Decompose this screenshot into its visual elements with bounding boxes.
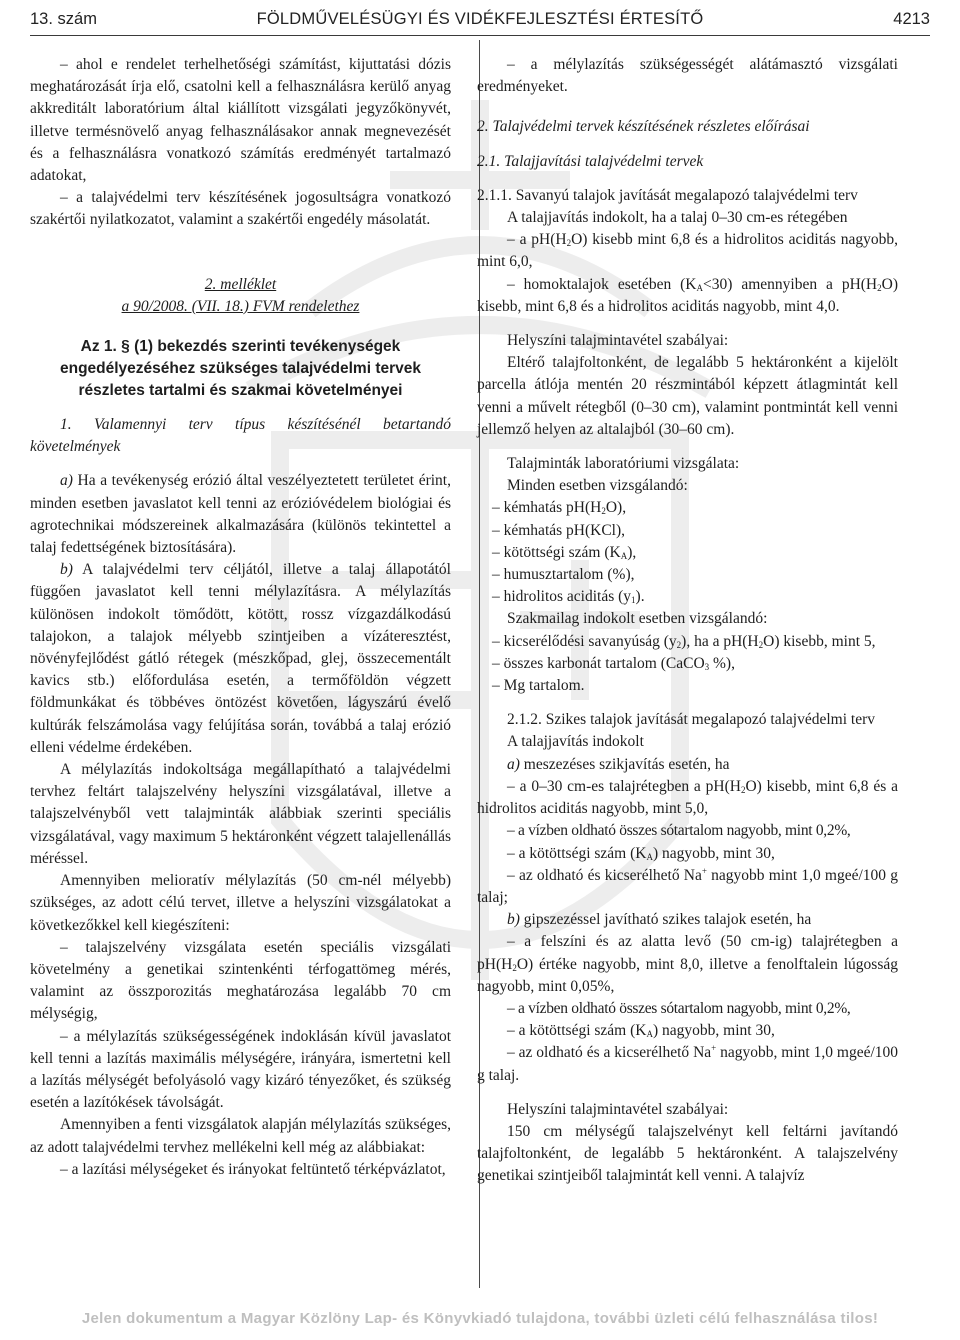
list-item: – a kötöttségi szám $(K_A)$ nagyobb, mint 30, <box>507 844 775 862</box>
list-item: – kémhatás pH(KCl), <box>492 521 626 539</box>
paragraph: – homoktalajok esetében $(K_A<30)$ amennyiben a $pH(H_2O)$ kisebb, mint 6,8 és a hidrolitos aciditás nagyobb, mint 4,0. <box>477 275 898 315</box>
paragraph: Amennyiben melioratív mélylazítás (50 cm-nél mélyebb) szükséges, az adott célú tervet, illetve a helyszíni vizsgálatokat a következőkkel kell kiegészíteni: <box>30 872 451 934</box>
optional-test-list <box>477 631 898 698</box>
paragraph: Eltérő talajfoltonként, de legalább 5 hektáronként a kijelölt parcella átlója mentén 20 részmintából képzett átlagmintát kell venni a művelt rétegből (0–30 cm), valamint pontmintát kell venni jellemző helyen az altalajból (30–60 cm). <box>477 354 898 438</box>
list-item: – kötöttségi szám $(K_A)$, <box>492 543 637 561</box>
lab-test-list <box>477 497 898 608</box>
list-item: – humusztartalom (%), <box>492 566 635 584</box>
paragraph: Amennyiben a fenti vizsgálatok alapján mélylazítás szükséges, az adott talajvédelmi tervhez mellékelni kell még az alábbiakat: <box>30 1116 451 1156</box>
paragraph-label: Szakmailag indokolt esetben vizsgálandó: <box>507 610 768 628</box>
annex-reference: a 90/2008. (VII. 18.) FVM rendelethez <box>121 297 360 315</box>
header-rule <box>30 35 930 36</box>
section-title: 2. Talajvédelmi tervek készítésének részletes előírásai <box>477 118 810 136</box>
journal-title: FÖLDMŰVELÉSÜGYI ÉS VIDÉKFEJLESZTÉSI ÉRTESÍTŐ <box>256 10 704 28</box>
subsection-title: 2.1. Talajjavítási talajvédelmi tervek <box>477 152 704 170</box>
list-item: – a 0–30 cm-es talajrétegben a $pH(H_2O)$ kisebb, mint 6,8 és a hidrolitos aciditás nagyobb, mint 5,0, <box>477 777 898 818</box>
left-column <box>30 54 451 1181</box>
copyright-footer: Jelen dokumentum a Magyar Közlöny Lap- és Könyvkiadó tulajdona, további üzleti célú felhasználása tilos! <box>81 1310 879 1327</box>
right-column <box>477 54 898 1188</box>
annex-title: 2. melléklet <box>204 275 277 293</box>
page-header <box>30 8 930 38</box>
paragraph: 150 cm mélységű talajszelvényt kell feltárni javítandó talajfoltonként, de legalább 5 hektáronként. A talajszelvény genetikai szintjeiből talajmintát kell venni. A talajvíz <box>477 1122 898 1185</box>
paragraph: – ahol e rendelet terhelhetőségi számítást, kijuttatási dózis meghatározását írja elő, csatolni kell a felhasználásra kerülő anyag akkreditált laboratórium által kiállított vizsgálati jegyzőkönyvét, illetve termésnövelő anyag felhasználásakor annak megnevezését és a felhasználásra vonatkozó számítás eredményét tartalmazó adatokat, <box>30 56 451 185</box>
paragraph-label: Minden esetben vizsgálandó: <box>507 477 688 495</box>
paragraph: – a mélylazítás szükségességét alátámasztó vizsgálati eredményeket. <box>477 56 898 96</box>
issue-number: 13. szám <box>30 10 97 28</box>
list-item: – az oldható és a kicserélhető Na+ nagyobb, mint 1,0 mgeé/100 g talaj. <box>477 1043 899 1084</box>
list-item: – a felszíni és az alatta levő (50 cm-ig) talajrétegben a $pH(H_2O)$ értéke nagyobb, mint 8,0, illetve a fenolftalein lúgosság nagyobb, mint 0,05%, <box>477 933 898 995</box>
list-item: – kémhatás $pH(H_2O)$, <box>492 499 627 517</box>
paragraph: – a talajvédelmi terv készítésének jogosultságra vonatkozó szakértői nyilatkozatot, valamint a szakértői engedély másolatát. <box>30 189 451 229</box>
list-item: – kicserélődési savanyúság $(y_2)$, ha a $pH(H_2O)$ kisebb, mint 5, <box>492 632 876 650</box>
list-item: – Mg tartalom. <box>492 677 585 695</box>
paragraph: – a mélylazítás szükségességének indoklásán kívül javaslatot kell tenni a lazítás maximális mélységére, irányára, ismertetni kell a lazítás mélységét befolyásoló vagy kizáró tényezőket, és szükség esetén a lazítókések távolságát. <box>30 1027 451 1112</box>
paragraph-label: Helyszíni talajmintavétel szabályai: <box>507 1100 729 1118</box>
list-item: – a kötöttségi szám $(K_A)$ nagyobb, mint 30, <box>507 1022 775 1040</box>
paragraph-a: a) Ha a tevékenység erózió által veszélyeztetett területet érint, minden esetben javaslatot kell tenni az erózióvédelem biológiai és agrotechnikai módszereinek alkalmazására (különös tekintettel a talaj fedettségének biztosítására). <box>30 472 451 557</box>
list-item: – a vízben oldható összes sótartalom nagyobb, mint 0,2%, <box>507 999 851 1017</box>
list-item: – hidrolitos aciditás $(y_1)$. <box>492 588 645 606</box>
paragraph-label: Helyszíni talajmintavétel szabályai: <box>507 332 729 350</box>
paragraph: A talajjavítás indokolt <box>507 733 644 751</box>
list-item: – összes karbonát tartalom (CaCO$_3$ %), <box>492 654 735 672</box>
subsection-title: 1. Valamennyi terv típus készítésénél betartandó követelmények <box>30 416 451 456</box>
subsection-title: 2.1.1. Savanyú talajok javítását megalapozó talajvédelmi terv <box>477 186 858 204</box>
list-item: – az oldható és kicserélhető Na+ nagyobb mint 1,0 mgeé/100 g talaj; <box>477 865 898 906</box>
paragraph: – a lazítási mélységeket és irányokat feltüntető térképvázlatot, <box>60 1160 446 1178</box>
list-item: – a vízben oldható összes sótartalom nagyobb, mint 0,2%, <box>507 822 851 840</box>
page-number: 4213 <box>893 10 930 28</box>
paragraph: – talajszelvény vizsgálata esetén speciális vizsgálati követelmény a genetikai szintenkénti térfogattömeg mérés, valamint az összporozitás meghatározása legalább 70 cm mélységig, <box>30 938 451 1023</box>
paragraph-label: Talajminták laboratóriumi vizsgálata: <box>507 455 740 473</box>
paragraph: – a $pH(H_2O)$ kisebb mint 6,8 és a hidrolitos aciditás nagyobb, mint 6,0, <box>477 231 898 271</box>
section-heading: Az 1. § (1) bekezdés szerinti tevékenységek engedélyezéséhez szükséges talajvédelmi tervek részletes tartalmi és szakmai követelményei <box>59 338 421 400</box>
paragraph-b: b) A talajvédelmi terv céljától, illetve a talaj állapotától függően javaslatot kell tenni mélylazításra. A mélylazítás különösen indokolt tömődött, kötött, rossz vízgazdálkodású talajokon, a talajok mélyebb szintjeiben a vízáteresztést, növényfejlődést gátló rétegek (mészkőpad, glej, összecementált kavics stb.) előfordulása esetén, a termőföldön végzett földmunkákat és többéves öntözést követően, lágyszárú évelő kultúrák felszámolása vagy felújítása során, továbbá a talaj erózió elleni védelme érdekében. <box>30 561 451 756</box>
paragraph-a: a) meszezéses szikjavítás esetén, ha <box>507 755 730 773</box>
subsection-title: 2.1.2. Szikes talajok javítását megalapozó talajvédelmi terv <box>507 711 876 729</box>
paragraph: A mélylazítás indokoltsága megállapítható a talajvédelmi tervhez feltárt talajszelvény helyszíni vizsgálatával, illetve a talajszelvényből vett talajminták alábbiak szerinti speciális vizsgálatával, vagy maximum 5 hektáronként végzett talajellenállás méréssel. <box>30 761 451 867</box>
paragraph: A talajjavítás indokolt, ha a talaj 0–30 cm-es rétegében <box>507 209 848 227</box>
paragraph-b: b) gipszezéssel javítható szikes talajok esetén, ha <box>507 911 812 929</box>
